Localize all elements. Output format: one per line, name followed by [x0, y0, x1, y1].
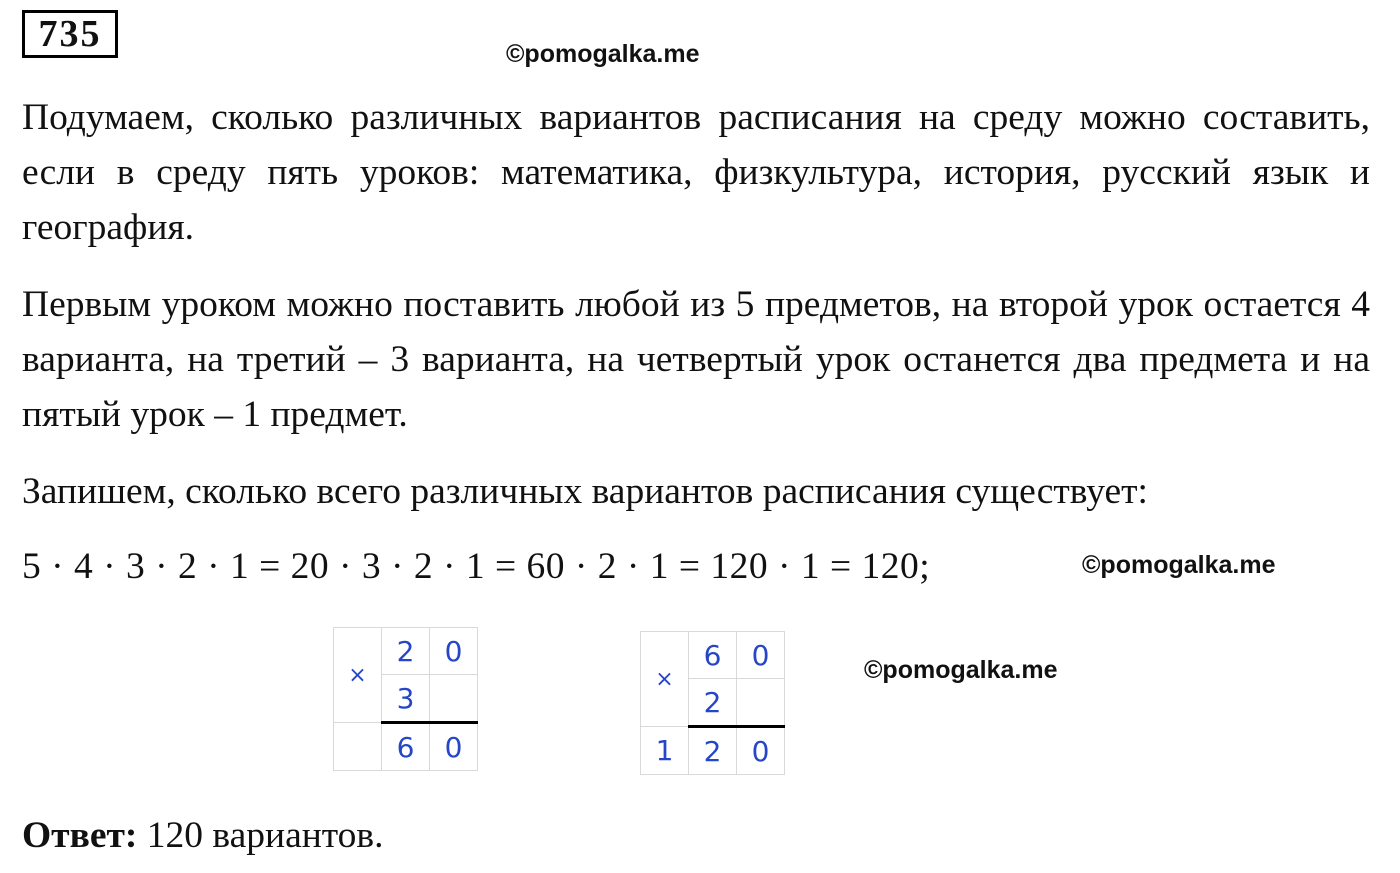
- watermark: ©pomogalka.me: [506, 40, 700, 68]
- paragraph-reasoning: Первым уроком можно поставить любой из 5 предметов, на второй урок остается 4 варианта, на третий – 3 варианта, на четвертый урок останется два предмета и на пятый урок – 1 предмет.: [22, 284, 1370, 435]
- multiply-sign: ×: [641, 632, 689, 727]
- digit-cell: 6: [689, 632, 737, 679]
- digit-cell: [430, 675, 478, 723]
- digit-cell: [334, 723, 382, 771]
- answer-text: 120 вариантов.: [137, 815, 384, 856]
- digit-cell: 0: [737, 727, 785, 775]
- answer: [22, 808, 384, 863]
- digit-cell: 6: [382, 723, 430, 771]
- digit-cell: 0: [737, 632, 785, 679]
- digit-cell: 3: [382, 675, 430, 723]
- watermark: ©pomogalka.me: [1082, 551, 1276, 579]
- multiply-sign: ×: [334, 628, 382, 723]
- digit-cell: 2: [382, 628, 430, 675]
- column-multiplication-20x3: [333, 627, 478, 771]
- digit-cell: 1: [641, 727, 689, 775]
- answer-label: Ответ:: [22, 815, 138, 856]
- digit-cell: [737, 679, 785, 727]
- digit-cell: 2: [689, 727, 737, 775]
- paragraph-summary: Запишем, сколько всего различных вариантов расписания существует:: [22, 471, 1148, 512]
- digit-cell: 2: [689, 679, 737, 727]
- digit-cell: 0: [430, 723, 478, 771]
- problem-number: 735: [22, 10, 118, 58]
- column-multiplication-60x2: [640, 631, 785, 775]
- calculation-expression: 5 · 4 · 3 · 2 · 1 = 20 · 3 · 2 · 1 = 60 · 2 · 1 = 120 · 1 = 120;: [22, 546, 931, 587]
- watermark: ©pomogalka.me: [864, 656, 1058, 684]
- paragraph-intro: Подумаем, сколько различных вариантов расписания на среду можно составить, если в среду пять уроков: математика, физкультура, история, русский язык и география.: [22, 97, 1370, 248]
- digit-cell: 0: [430, 628, 478, 675]
